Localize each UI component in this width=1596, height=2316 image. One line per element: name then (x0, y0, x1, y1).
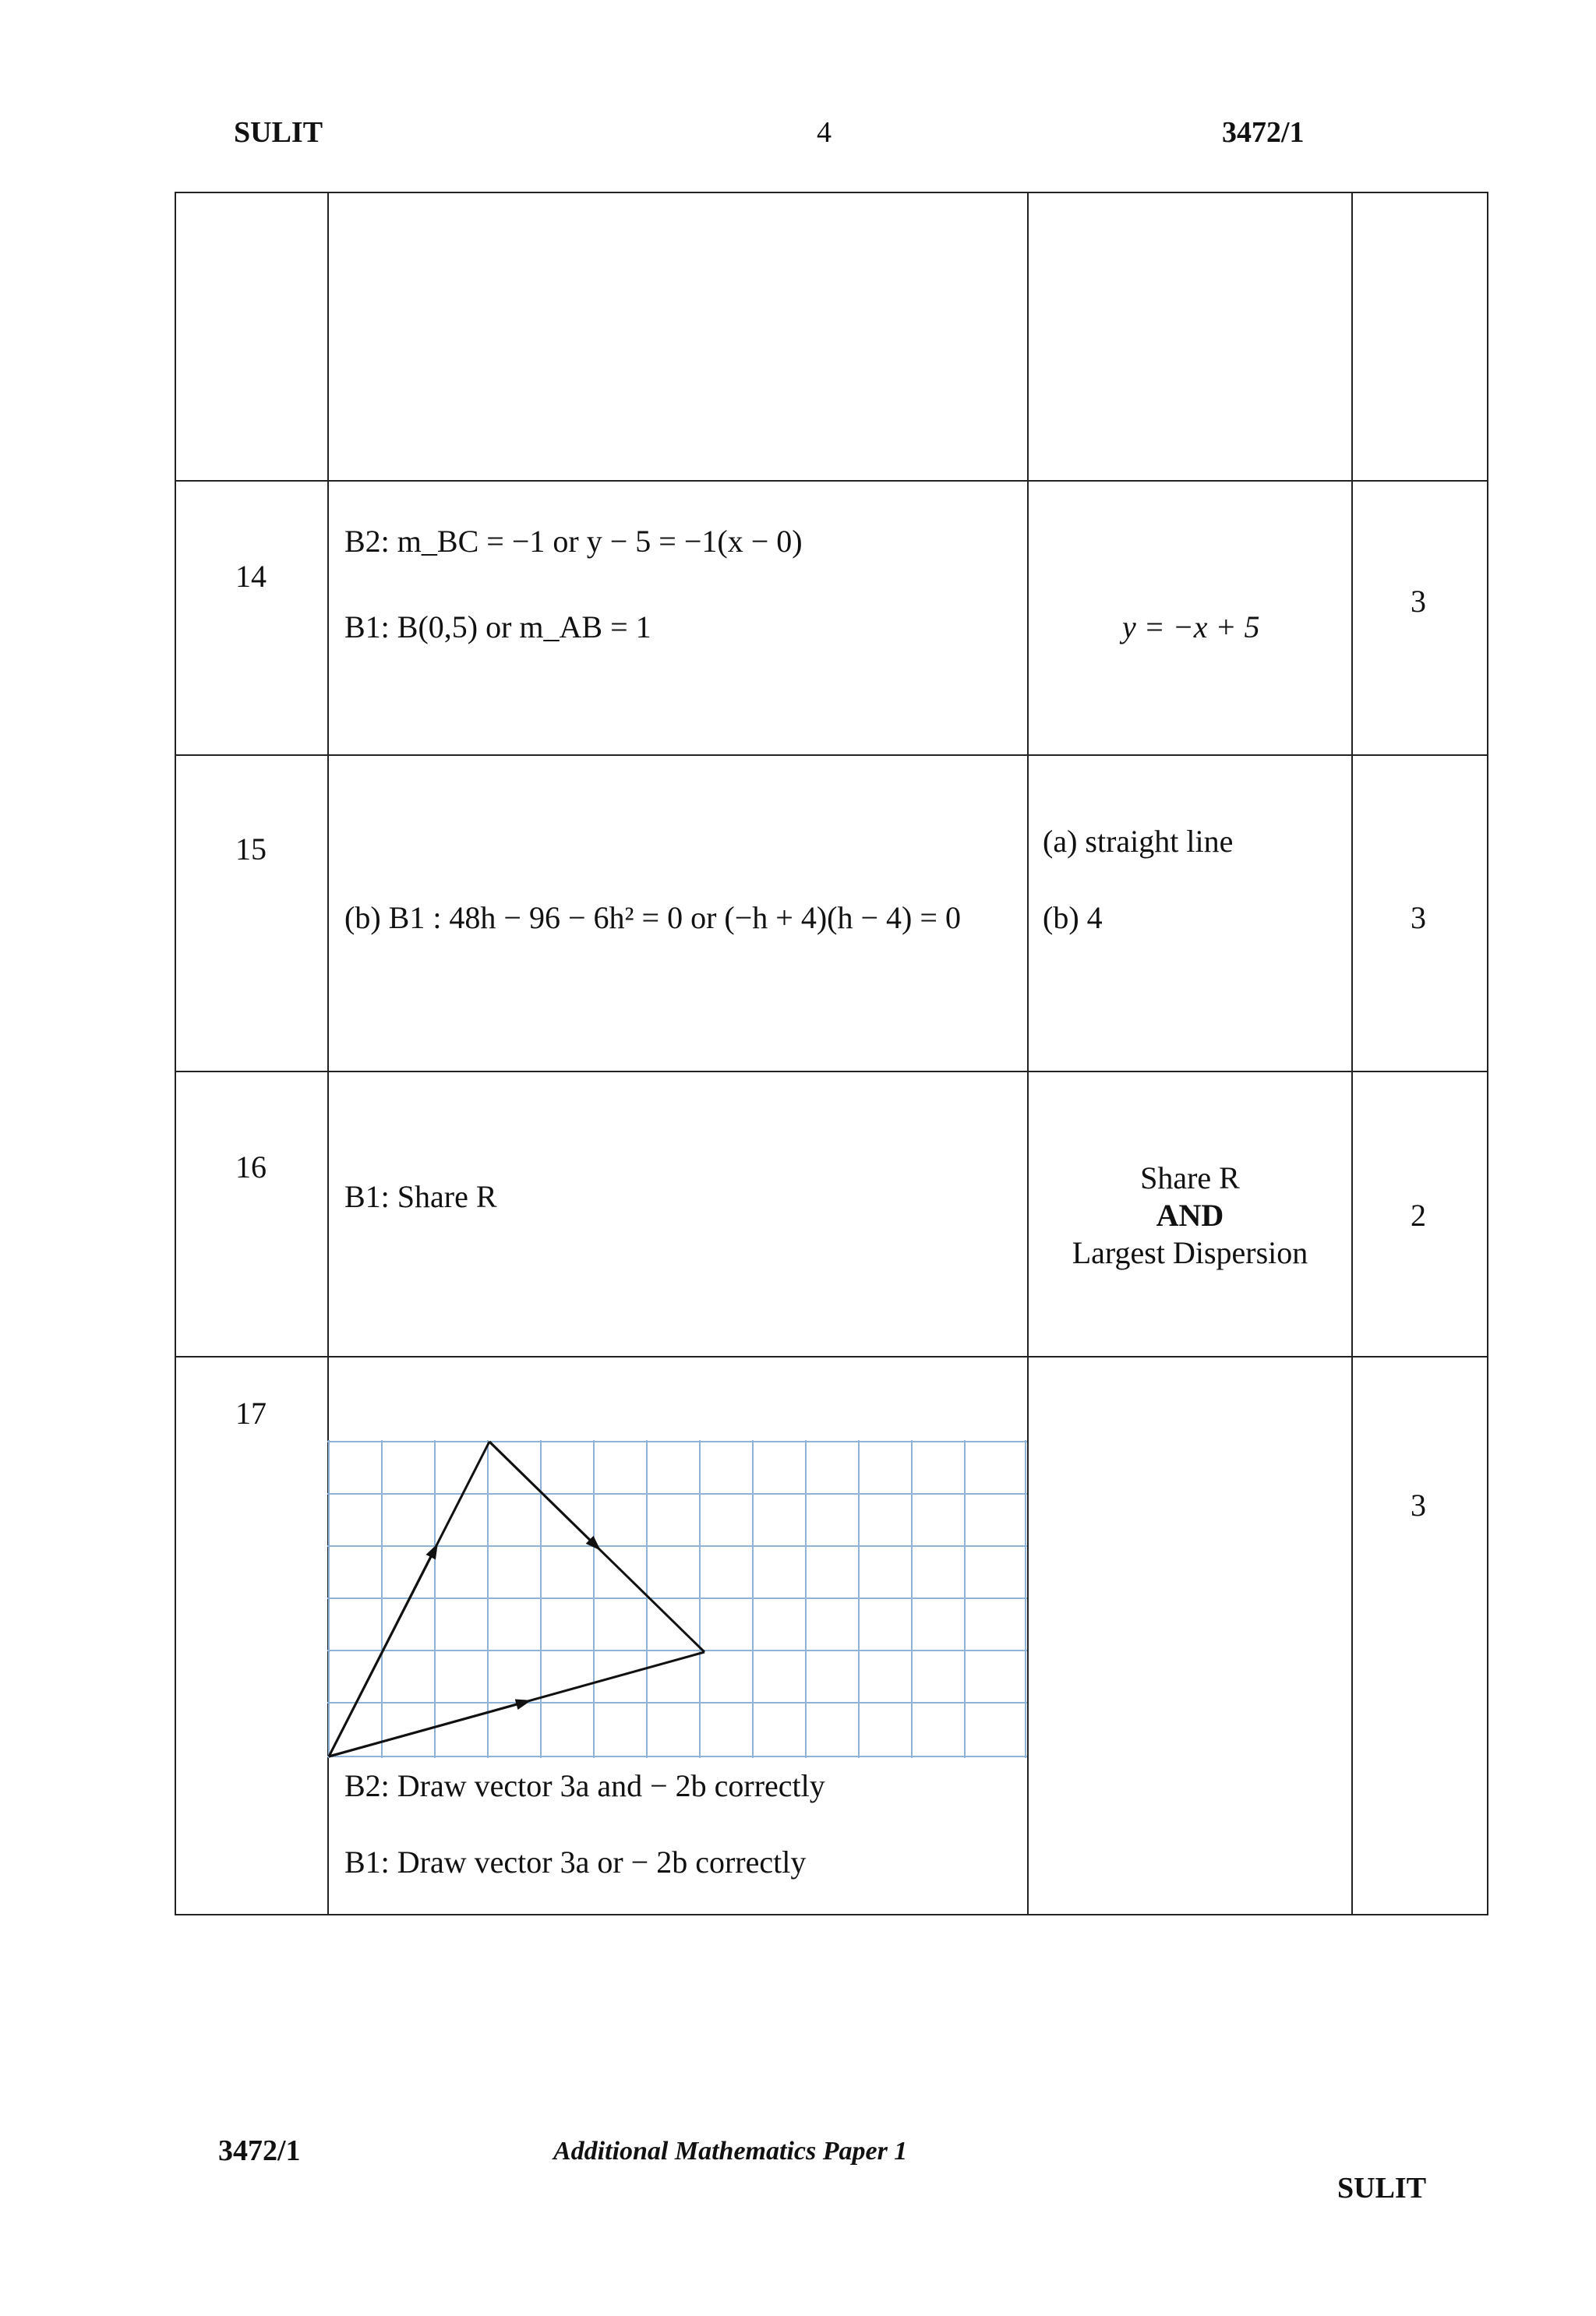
working-15-b1: (b) B1 : 48h − 96 − 6h² = 0 or (−h + 4)(h − 4) = 0 (344, 900, 961, 935)
working-14-b2: B2: m_BC = −1 or y − 5 = −1(x − 0) (344, 524, 803, 559)
question-number-14: 14 (235, 559, 267, 594)
working-14-b1: B1: B(0,5) or m_AB = 1 (344, 609, 651, 644)
answer-16-line3: Largest Dispersion (1072, 1235, 1308, 1270)
working-17-b2: B2: Draw vector 3a and − 2b correctly (344, 1768, 825, 1803)
working-17-b1: B1: Draw vector 3a or − 2b correctly (344, 1845, 807, 1880)
marks-14: 3 (1411, 584, 1426, 619)
grid-lines (327, 1440, 1027, 1758)
answer-14: y = −x + 5 (1122, 609, 1260, 644)
header-classification: SULIT (234, 116, 323, 149)
footer-paper-title: Additional Mathematics Paper 1 (553, 2137, 908, 2166)
footer-paper-code: 3472/1 (218, 2134, 301, 2167)
marks-15: 3 (1411, 900, 1426, 935)
answer-16-and: AND (1156, 1198, 1224, 1233)
vector-grid-diagram (327, 1440, 1027, 1758)
working-16-b1: B1: Share R (344, 1179, 497, 1214)
question-number-17: 17 (235, 1396, 267, 1431)
header-paper-code: 3472/1 (1222, 116, 1305, 149)
marks-17: 3 (1411, 1488, 1426, 1523)
marks-16: 2 (1411, 1198, 1426, 1233)
answer-15-a: (a) straight line (1043, 824, 1234, 859)
page-number: 4 (817, 116, 832, 149)
question-number-15: 15 (235, 831, 267, 867)
answer-15-b: (b) 4 (1043, 900, 1103, 935)
question-number-16: 16 (235, 1149, 267, 1184)
answer-16-line1: Share R (1140, 1160, 1240, 1195)
footer-classification: SULIT (1337, 2172, 1427, 2205)
